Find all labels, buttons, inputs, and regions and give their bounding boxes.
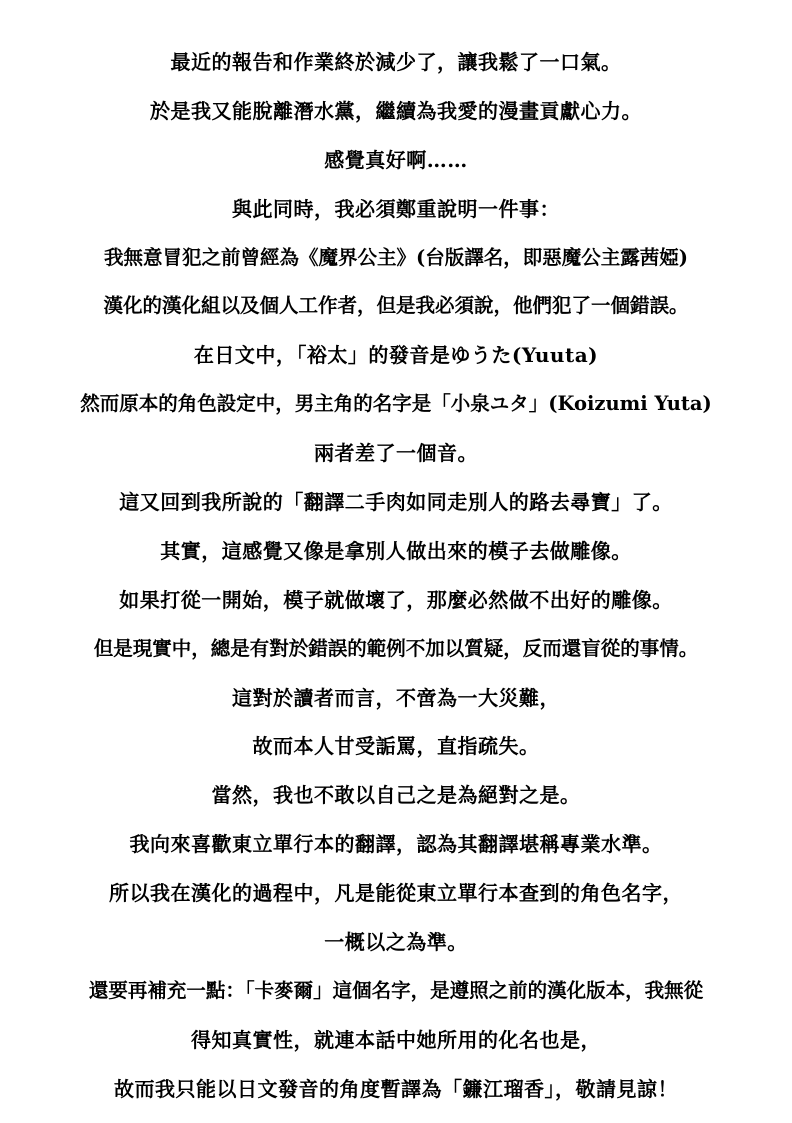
text-line-5: 我無意冒犯之前曾經為《魔界公主》(台版譯名，即惡魔公主露茜婭): [104, 245, 688, 269]
text-line-20: 還要再補充一點：「卡麥爾」這個名字，是遵照之前的漢化版本，我無從: [88, 978, 704, 1002]
text-line-8: 然而原本的角色設定中，男主角的名字是「小泉ユタ」(Koizumi Yuta): [80, 392, 712, 416]
text-line-17: 我向來喜歡東立單行本的翻譯，認為其翻譯堪稱專業水準。: [129, 832, 663, 857]
text-line-21: 得知真實性，就連本話中她所用的化名也是，: [191, 1027, 601, 1052]
text-line-14: 這對於讀者而言，不啻為一大災難，: [232, 685, 560, 710]
text-line-15: 故而本人甘受詬罵，直指疏失。: [252, 734, 540, 759]
text-line-1: 最近的報告和作業終於減少了，讓我鬆了一口氣。: [170, 50, 622, 74]
text-line-2: 於是我又能脫離潛水黨，繼續為我愛的漫畫貢獻心力。: [150, 98, 642, 123]
text-line-16: 當然，我也不敢以自己之是為絕對之是。: [211, 783, 581, 808]
text-block: [0, 42, 792, 1118]
text-line-6: 漢化的漢化組以及個人工作者，但是我必須說，他們犯了一個錯誤。: [103, 294, 689, 318]
text-line-7: 在日文中，「裕太」的發音是ゆうた(Yuuta): [193, 343, 599, 368]
text-line-19: 一概以之為準。: [324, 930, 468, 955]
text-line-11: 其實，這感覺又像是拿別人做出來的模子去做雕像。: [160, 538, 632, 563]
text-line-13: 但是現實中，總是有對於錯誤的範例不加以質疑，反而還盲從的事情。: [93, 636, 699, 660]
text-line-3: 感覺真好啊……: [324, 147, 468, 172]
text-line-4: 與此同時，我必須鄭重說明一件事：: [232, 196, 560, 221]
text-line-9: 兩者差了一個音。: [314, 441, 478, 466]
text-line-22: 故而我只能以日文發音的角度暫譯為「鐮江瑠香」，敬請見諒！: [114, 1076, 678, 1101]
text-line-18: 所以我在漢化的過程中，凡是能從東立單行本查到的角色名字，: [109, 881, 683, 906]
text-line-10: 這又回到我所說的「翻譯二手肉如同走別人的路去尋寶」了。: [119, 490, 673, 515]
text-line-12: 如果打從一開始，模子就做壞了，那麼必然做不出好的雕像。: [119, 587, 673, 612]
